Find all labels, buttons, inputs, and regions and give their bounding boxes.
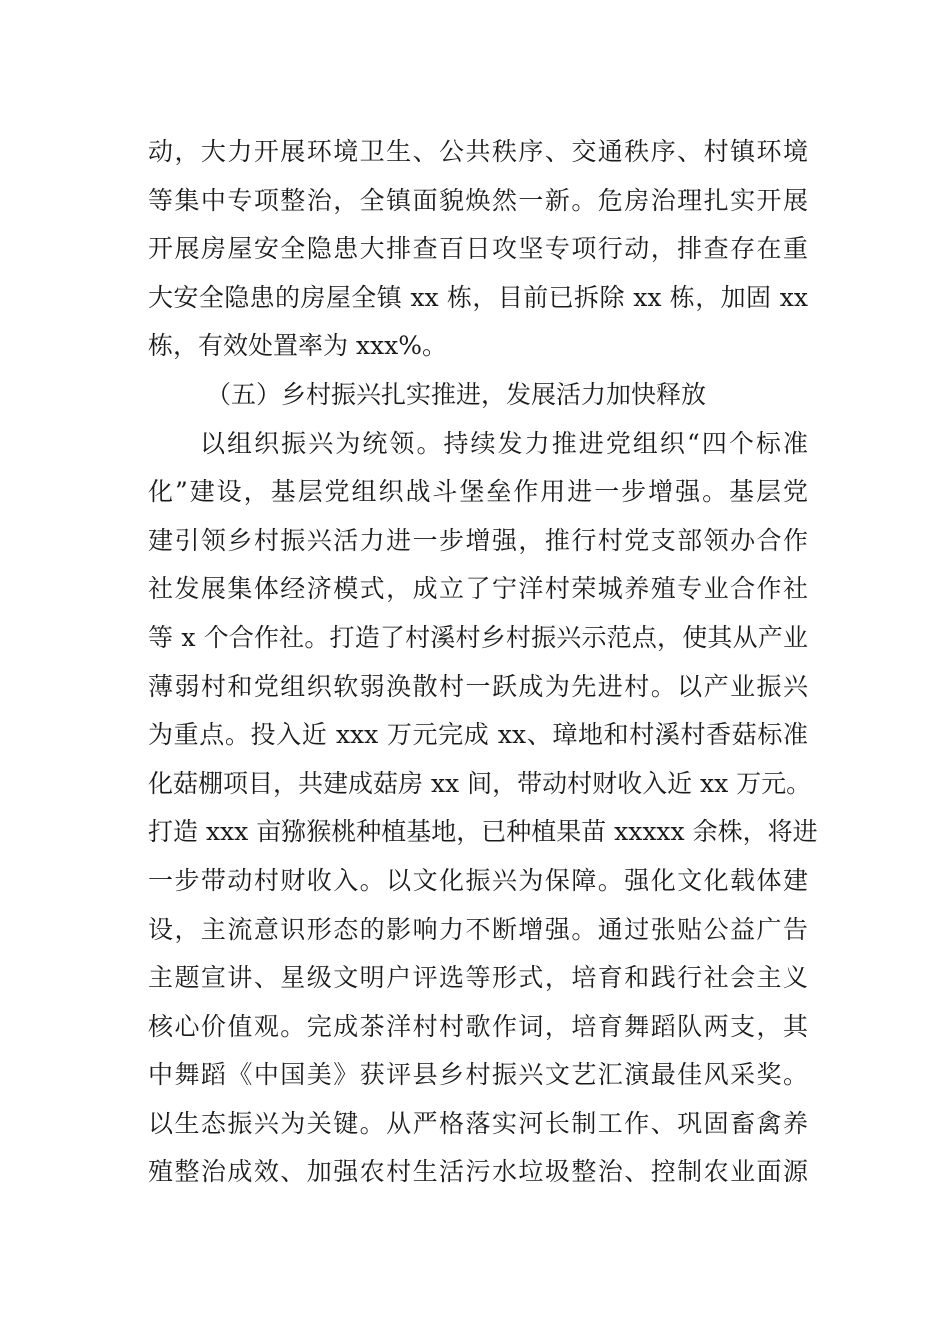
text-line: 等 x 个合作社。打造了村溪村乡村振兴示范点，使其从产业: [148, 622, 808, 652]
text-line: 为重点。投入近 xxx 万元完成 xx、璋地和村溪村香菇标准: [148, 720, 808, 750]
text-line: 主题宣讲、星级文明户评选等形式，培育和践行社会主义: [148, 963, 808, 993]
text-line: 建引领乡村振兴活力进一步增强，推行村党支部领办合作: [148, 525, 808, 555]
text-line: 动，大力开展环境卫生、公共秩序、交通秩序、村镇环境: [148, 137, 808, 166]
text-line: 殖整治成效、加强农村生活污水垃圾整治、控制农业面源: [148, 1157, 808, 1187]
text-line: 社发展集体经济模式，成立了宁洋村荣城养殖专业合作社: [148, 574, 808, 604]
text-line: 开展房屋安全隐患大排查百日攻坚专项行动，排查存在重: [148, 234, 808, 264]
text-line: 薄弱村和党组织软弱涣散村一跃成为先进村。以产业振兴: [148, 671, 808, 701]
text-line: 设，主流意识形态的影响力不断增强。通过张贴公益广告: [148, 914, 808, 944]
text-line: 一步带动村财收入。以文化振兴为保障。强化文化载体建: [148, 865, 808, 895]
text-line: 以组织振兴为统领。持续发力推进党组织“四个标准: [200, 428, 808, 458]
text-line: 化菇棚项目，共建成菇房 xx 间，带动村财收入近 xx 万元。: [148, 768, 812, 798]
text-line: 打造 xxx 亩猕猴桃种植基地，已种植果苗 xxxxx 余株，将进: [148, 817, 818, 847]
text-line: 以生态振兴为关键。从严格落实河长制工作、巩固畜禽养: [148, 1108, 808, 1138]
body-text: [148, 128, 818, 1197]
text-line: 化”建设，基层党组织战斗堡垒作用进一步增强。基层党: [148, 477, 808, 507]
text-line: 核心价值观。完成茶洋村村歌作词，培育舞蹈队两支，其: [148, 1011, 808, 1041]
text-line: 中舞蹈《中国美》获评县乡村振兴文艺汇演最佳风采奖。: [148, 1060, 808, 1090]
text-line: 等集中专项整治，全镇面貌焕然一新。危房治理扎实开展: [148, 185, 808, 215]
section-heading: （五）乡村振兴扎实推进，发展活力加快释放: [206, 379, 707, 409]
text-line: 栋，有效处置率为 xxx%。: [148, 331, 447, 361]
text-line: 大安全隐患的房屋全镇 xx 栋，目前已拆除 xx 栋，加固 xx: [148, 282, 808, 312]
